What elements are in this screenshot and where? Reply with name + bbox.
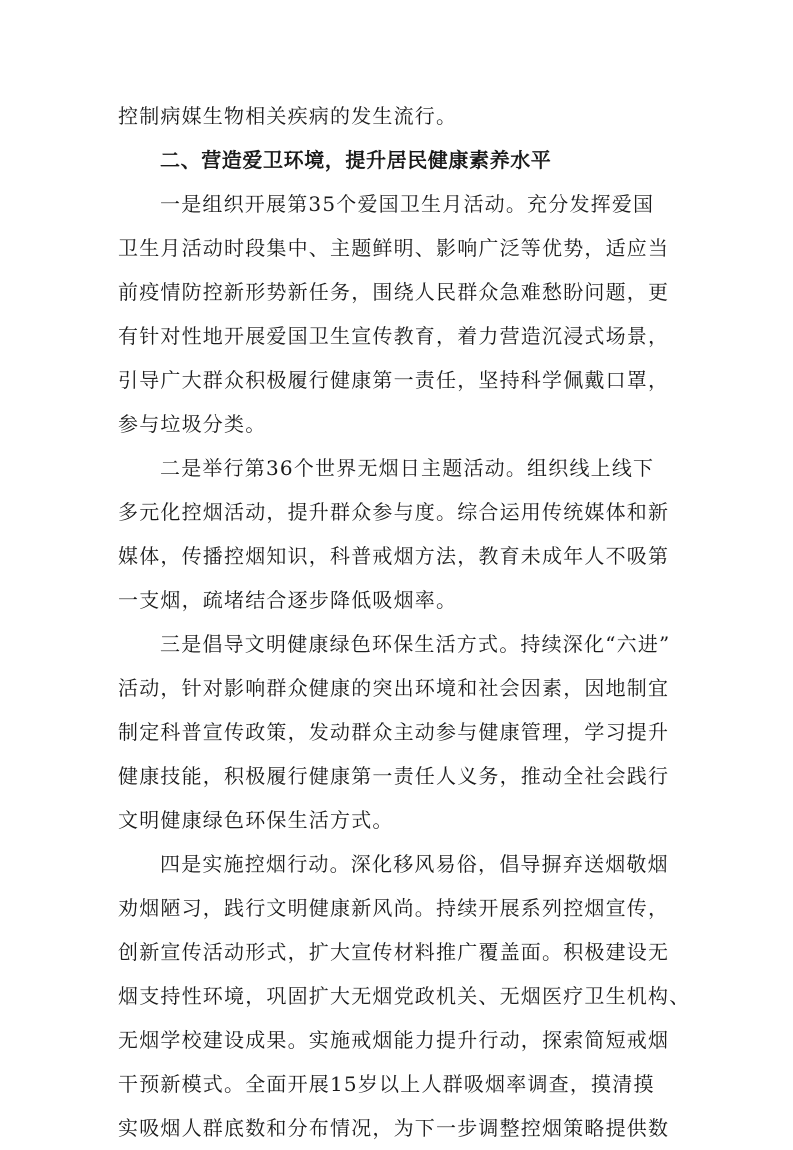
paragraph-line: 烟支持性环境，巩固扩大无烟党政机关、无烟医疗卫生机构、 [118,984,691,1008]
section-heading: 二、营造爱卫环境，提升居民健康素养水平 [160,148,552,172]
paragraph-line: 无烟学校建设成果。实施戒烟能力提升行动，探索简短戒烟 [118,1028,670,1052]
paragraph-line: 一支烟，疏堵结合逐步降低吸烟率。 [118,588,458,612]
paragraph-line: 参与垃圾分类。 [118,412,267,436]
paragraph-line: 卫生月活动时段集中、主题鲜明、影响广泛等优势，适应当 [118,236,670,260]
paragraph-line: 健康技能，积极履行健康第一责任人义务，推动全社会践行 [118,764,670,788]
paragraph-line: 引导广大群众积极履行健康第一责任，坚持科学佩戴口罩， [118,368,670,392]
paragraph-line: 四是实施控烟行动。深化移风易俗，倡导摒弃送烟敬烟 [160,852,669,876]
paragraph-line: 干预新模式。全面开展15岁以上人群吸烟率调查，摸清摸 [118,1072,655,1096]
paragraph-line: 多元化控烟活动，提升群众参与度。综合运用传统媒体和新 [118,500,670,524]
paragraph-line: 三是倡导文明健康绿色环保生活方式。持续深化“六进” [160,632,671,656]
paragraph-line: 创新宣传活动形式，扩大宣传材料推广覆盖面。积极建设无 [118,940,670,964]
paragraph-line: 文明健康绿色环保生活方式。 [118,808,394,832]
paragraph-line: 二是举行第36个世界无烟日主题活动。组织线上线下 [160,456,655,480]
paragraph-line: 实吸烟人群底数和分布情况，为下一步调整控烟策略提供数 [118,1116,670,1140]
paragraph-line: 控制病媒生物相关疾病的发生流行。 [118,104,458,128]
paragraph-line: 前疫情防控新形势新任务，围绕人民群众急难愁盼问题，更 [118,280,670,304]
paragraph-line: 活动，针对影响群众健康的突出环境和社会因素，因地制宜 [118,676,670,700]
paragraph-line: 劝烟陋习，践行文明健康新风尚。持续开展系列控烟宣传， [118,896,670,920]
body-text [118,94,691,1150]
paragraph-line: 制定科普宣传政策，发动群众主动参与健康管理，学习提升 [118,720,670,744]
paragraph-line: 一是组织开展第35个爱国卫生月活动。充分发挥爱国 [160,192,655,216]
paragraph-line: 有针对性地开展爱国卫生宣传教育，着力营造沉浸式场景， [118,324,670,348]
paragraph-line: 媒体，传播控烟知识，科普戒烟方法，教育未成年人不吸第 [118,544,670,568]
